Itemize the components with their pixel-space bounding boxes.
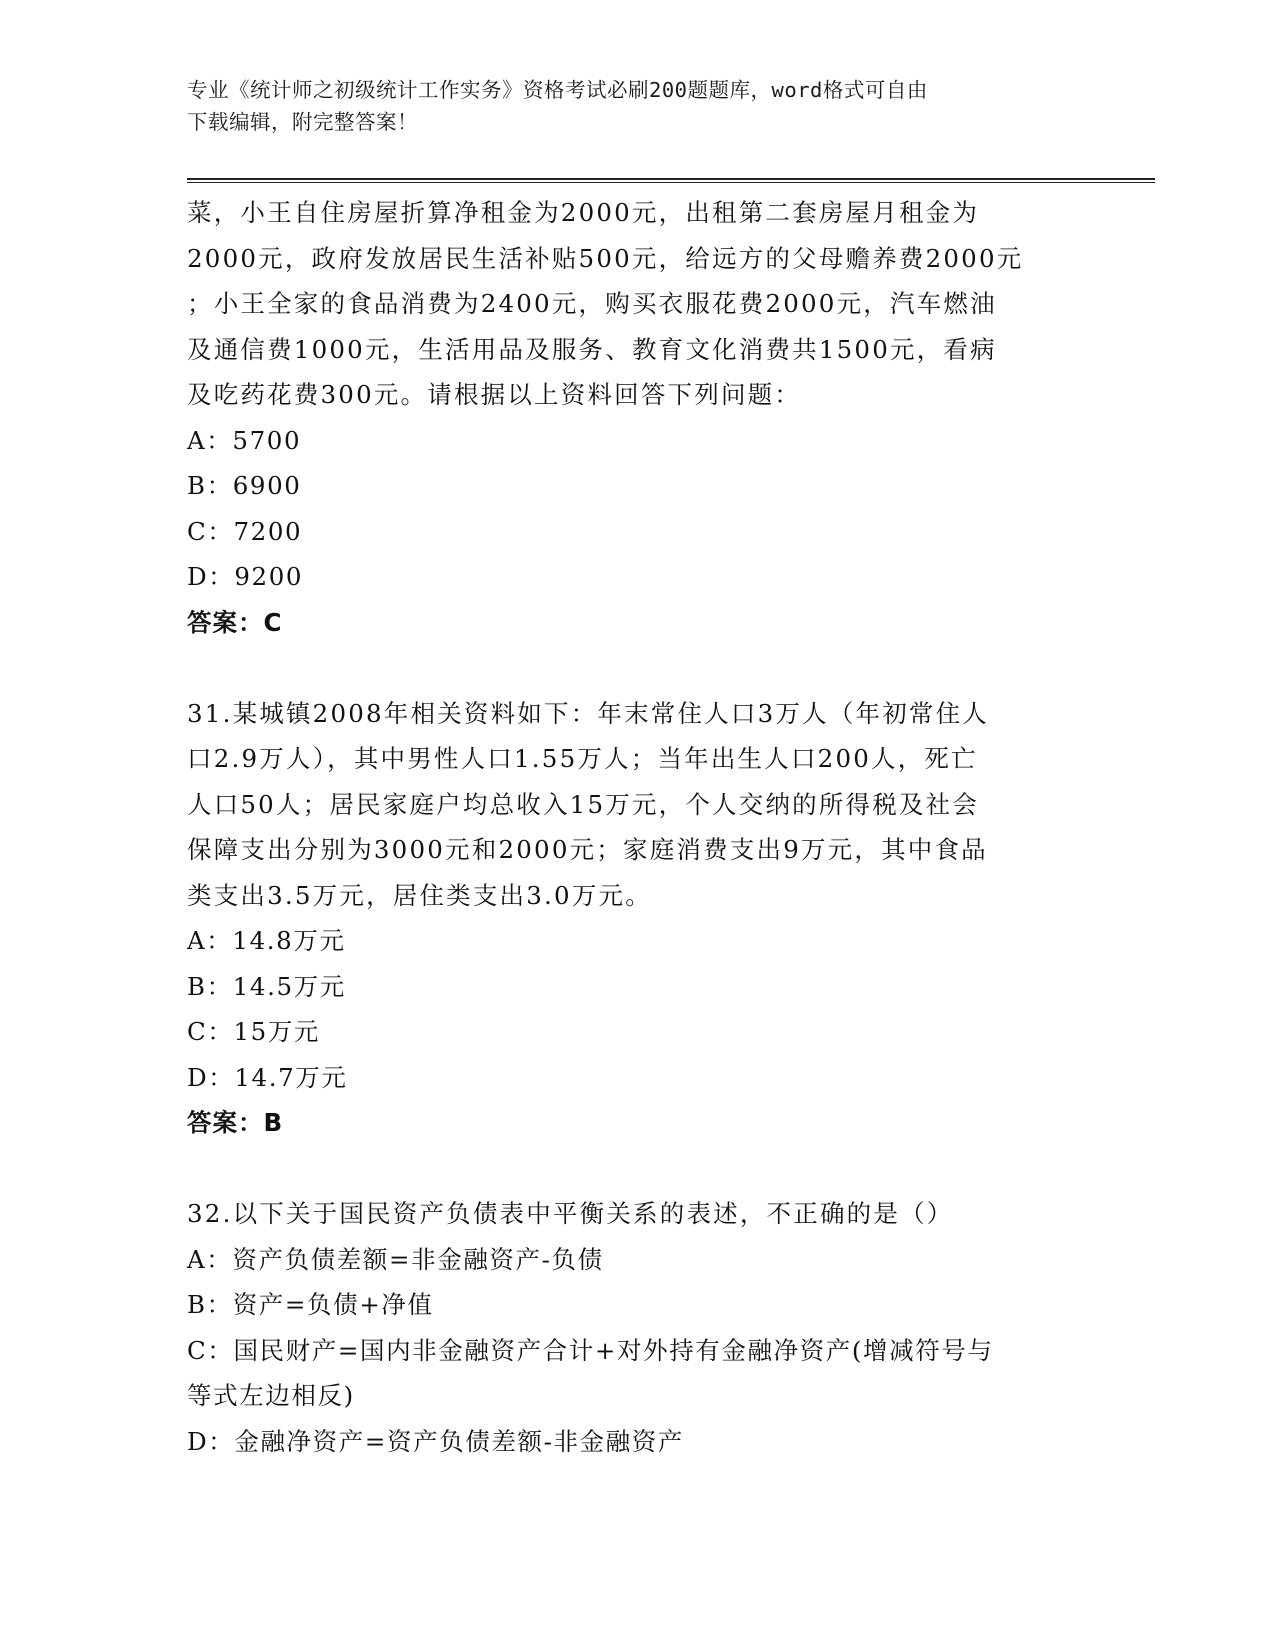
option-a: A：14.8万元 — [187, 926, 346, 955]
header-line-1: 专业《统计师之初级统计工作实务》资格考试必刷200题题库，word格式可自由 — [187, 78, 928, 102]
question-stem-line: 口2.9万人），其中男性人口1.55万人；当年出生人口200人，死亡 — [187, 744, 978, 773]
header-divider — [187, 178, 1155, 183]
question-stem-line: 2000元，政府发放居民生活补贴500元，给远方的父母赡养费2000元 — [187, 243, 1024, 273]
option-b: B：14.5万元 — [187, 971, 346, 1001]
option-d: D：9200 — [187, 562, 304, 591]
question-stem-line: 及吃药花费300元。请根据以上资料回答下列问题： — [187, 380, 802, 409]
question-spacer — [187, 1146, 1087, 1192]
question-spacer — [187, 645, 1087, 691]
question-30 — [187, 190, 1087, 645]
option-b: B：6900 — [187, 471, 302, 500]
option-b: B：资产=负债+净值 — [187, 1290, 434, 1319]
option-d: D：14.7万元 — [187, 1062, 348, 1092]
question-stem-line: 保障支出分别为3000元和2000元；家庭消费支出9万元，其中食品 — [187, 835, 988, 864]
answer-line: 答案：C — [187, 607, 283, 637]
header-line-2: 下载编辑，附完整答案！ — [187, 110, 418, 134]
question-stem-line: 类支出3.5万元，居住类支出3.0万元。 — [187, 880, 652, 910]
question-stem-line: 人口50人；居民家庭户均总收入15万元，个人交纳的所得税及社会 — [187, 789, 980, 819]
option-c-continued: 等式左边相反) — [187, 1381, 355, 1410]
question-31 — [187, 691, 1087, 1146]
question-stem-line: 菜，小王自住房屋折算净租金为2000元，出租第二套房屋月租金为 — [187, 198, 980, 227]
question-stem-line: 及通信费1000元，生活用品及服务、教育文化消费共1500元，看病 — [187, 334, 997, 364]
document-body — [187, 190, 1087, 1464]
option-c: C：15万元 — [187, 1017, 321, 1046]
page-header — [187, 74, 1087, 138]
question-stem-line: 32.以下关于国民资产负债表中平衡关系的表述，不正确的是（） — [187, 1199, 954, 1228]
question-stem-line: ；小王全家的食品消费为2400元，购买衣服花费2000元，汽车燃油 — [187, 289, 997, 318]
option-c: C：国民财产=国内非金融资产合计+对外持有金融净资产(增减符号与 — [187, 1335, 994, 1365]
question-stem-line: 31.某城镇2008年相关资料如下：年末常住人口3万人（年初常住人 — [187, 698, 989, 728]
option-c: C：7200 — [187, 516, 303, 546]
option-a: A：资产负债差额=非金融资产-负债 — [187, 1244, 604, 1274]
question-32 — [187, 1191, 1087, 1464]
option-d: D：金融净资产=资产负债差额-非金融资产 — [187, 1426, 684, 1456]
answer-line: 答案：B — [187, 1108, 284, 1137]
option-a: A：5700 — [187, 425, 302, 455]
